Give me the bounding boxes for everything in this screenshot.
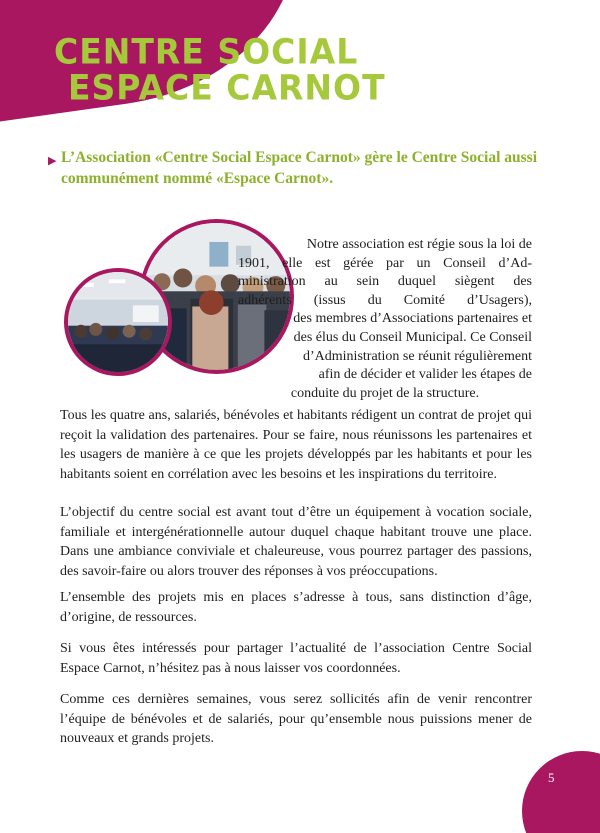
paragraph-projects: L’ensemble des projets mis en places s’adresse à tous, sans distinction d’âge, d’origine, de ressources. (60, 590, 532, 625)
paragraph-contract: Tous les quatre ans, salariés, bénévoles et habitants rédigent un contrat de projet qui reçoit la validation des partenaires. Pour se faire, nous réunissons les partenaires et les usagers de manière à ce que les projets développés par les habitants et pour les habitants soient en corrélation avec les besoins et les inspirations du territoire. (60, 408, 532, 482)
paragraph-contact: Si vous êtes intéressés pour partager l’actualité de l’association Centre Social Espace Carnot, n’hésitez pas à nous laisser vos coordonnées. (60, 641, 532, 676)
page-number: 5 (548, 770, 555, 785)
intro-line: adhérents (issus du Comité d’Usagers), (238, 292, 532, 308)
meeting-photo-small (64, 268, 172, 376)
intro-line: des élus du Conseil Municipal. Ce Conseil (293, 329, 532, 345)
intro-line: Notre association est régie sous la loi de (306, 237, 532, 252)
intro-line: 1901, elle est gérée par un Conseil d’Ad- (238, 255, 532, 271)
lead-statement (50, 147, 550, 189)
page-title (54, 31, 386, 108)
page-number-badge (522, 751, 600, 833)
paragraph-invitation: Comme ces dernières semaines, vous serez sollicités afin de venir rencontrer l’équipe de bénévoles et de salariés, pour qu’ensemble nous puissions mener de nouveaux et grands projets. (60, 692, 532, 746)
paragraph-objective: L’objectif du centre social est avant tout d’être un équipement à vocation sociale, familiale et intergénérationnelle autour duquel chaque habitant trouve une place. Dans une ambiance conviviale et chaleureuse, vous pourrez partager des passions, des savoir-faire ou alors trouver des réponses à vos préoccupations. (60, 505, 532, 579)
triangle-bullet-icon: ▶ (48, 155, 57, 167)
intro-line: afin de décider et valider les étapes de (318, 367, 532, 383)
intro-line: des membres d’Associations partenaires et (293, 311, 532, 327)
intro-line: d’Administration se réunit régulièrement (303, 348, 532, 364)
title-line-1: CENTRE SOCIAL (54, 31, 359, 73)
title-line-2: ESPACE CARNOT (68, 66, 386, 108)
intro-paragraph (238, 236, 532, 403)
intro-line: conduite du projet de la structure. (290, 385, 480, 401)
lead-text: L’Association «Centre Social Espace Carnot» gère le Centre Social aussi communément nommé «Espace Carnot». (61, 149, 538, 187)
intro-line: ministration au sein duquel siègent des (238, 274, 532, 290)
